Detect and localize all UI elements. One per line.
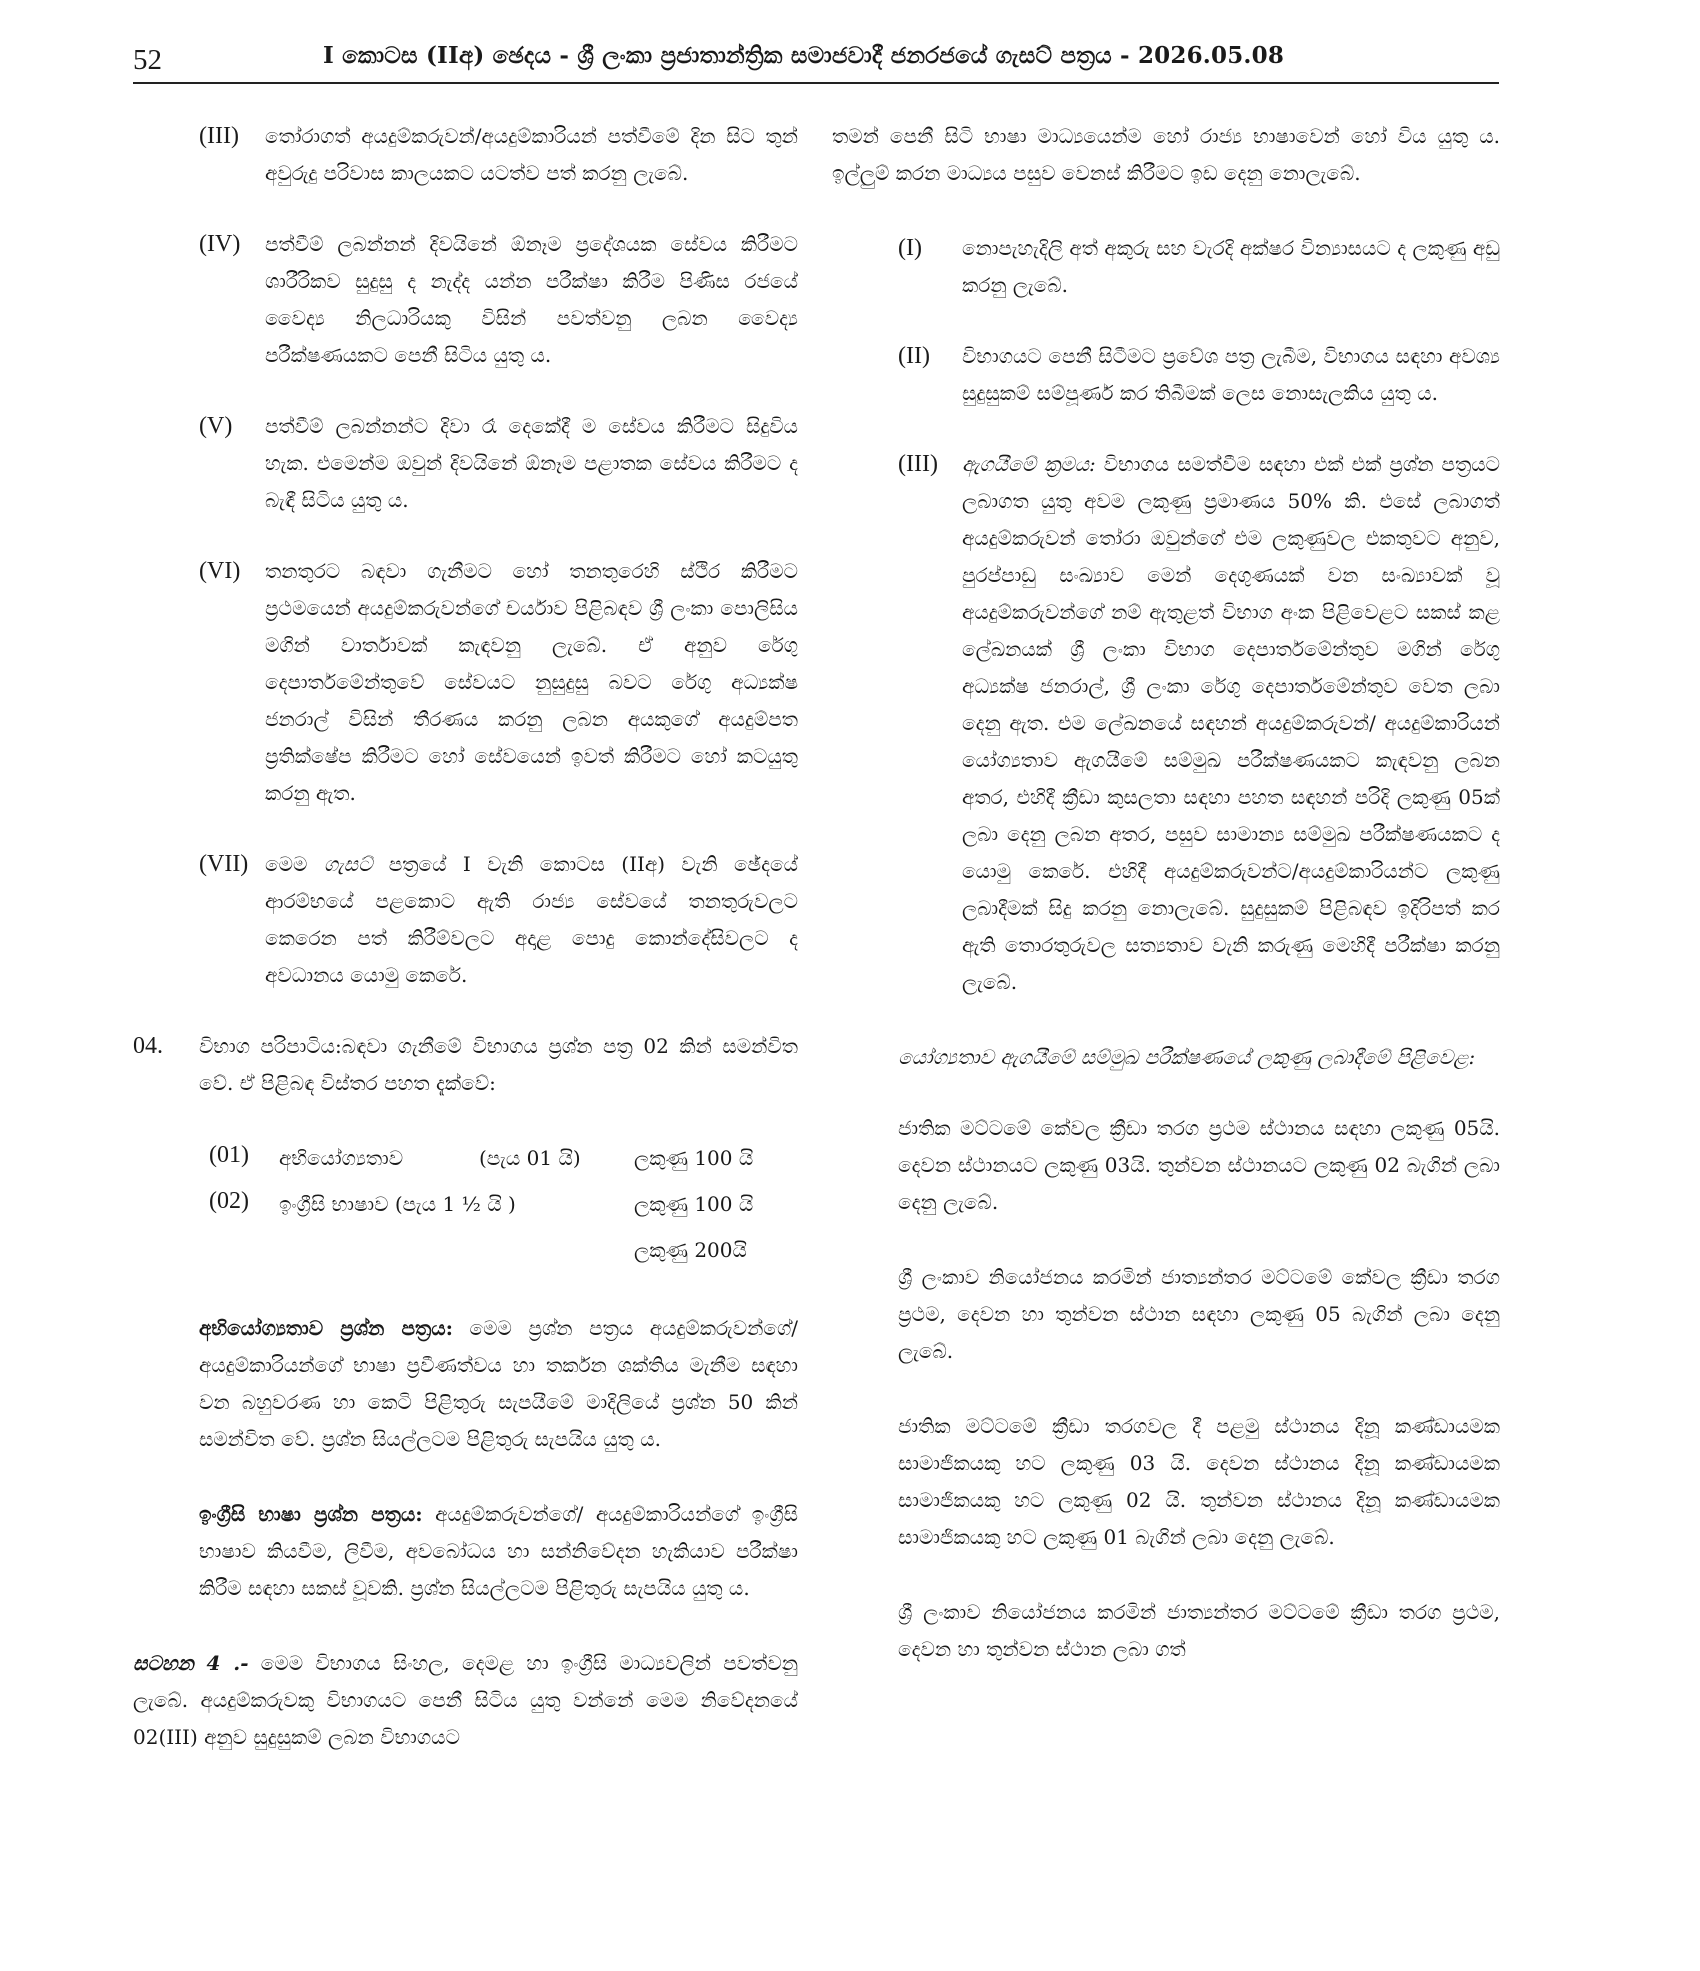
- english-paper-text: අයදුම්කරුවන්ගේ/ අයදුම්කාරියන්ගේ ඉංග්‍රීසි භාෂාව කියවීම, ලිවීම, අවබෝධය හා සන්නිවේදන හැකියාව පරීක්ෂා කිරීම සඳහා සකස් වූවකි. ප්‍රශ්න සියල්ලටම පිළිතුරු සැපයිය යුතු ය.: [199, 1502, 798, 1600]
- question-paper-table: [209, 1140, 798, 1278]
- item-number: (III): [199, 123, 239, 149]
- page-number: 52: [133, 44, 162, 76]
- list-item: [832, 338, 1500, 412]
- item-number: (II): [898, 343, 930, 369]
- table-row: [209, 1186, 798, 1232]
- item-text: [962, 446, 1500, 1001]
- english-paper-paragraph: [199, 1496, 798, 1607]
- list-item: [133, 408, 798, 519]
- item-text: තෝරාගත් අයදුම්කරුවන්/අයදුම්කාරියන් පත්වීමේ දින සිට තුන් අවුරුදු පරිවාස කාලයකට යටත්ව පත් කරනු ලැබේ.: [265, 124, 798, 185]
- paper-name: ඉංග්‍රීසි භාෂාව (පැය 1 ½ යි ): [279, 1192, 516, 1216]
- aptitude-paper-heading: අභියෝග්‍යතාව ප්‍රශ්න පත්‍රය:: [199, 1316, 453, 1340]
- marks-scheme-paragraphs: [832, 1110, 1500, 1668]
- list-item: [832, 230, 1500, 304]
- section-04: [133, 1028, 798, 1102]
- list-item: [133, 846, 798, 994]
- list-item: [832, 446, 1500, 1001]
- table-row-total: [209, 1232, 798, 1278]
- item-number: (V): [199, 413, 233, 439]
- item-number: (VI): [199, 558, 241, 584]
- total-marks: ලකුණු 200යි: [634, 1238, 747, 1262]
- item-number: (III): [898, 451, 938, 477]
- item-text: තනතුරට බඳවා ගැනීමට හෝ තනතුරෙහි ස්ථිර කිරීමට ප්‍රථමයෙන් අයදුම්කරුවන්ගේ චර්යාව පිළිබඳව ශ්‍රී ලංකා පොලිසිය මගින් වාර්තාවක් කැඳවනු ලැබේ. ඒ අනුව රේගු දෙපාර්තමේන්තුවේ සේවයට නුසුදුසු බවට රේගු අධ්‍යක්ෂ ජනරාල් විසින් තීරණය කරනු ලබන අයකුගේ අයදුම්පත ප්‍රතික්ෂේප කිරීමට හෝ සේවයෙන් ඉවත් කිරීමට හෝ කටයුතු කරනු ඇත.: [265, 559, 798, 805]
- aptitude-paper-text: මෙම ප්‍රශ්න පත්‍රය අයදුම්කරුවන්ගේ/අයදුම්කාරියන්ගේ භාෂා ප්‍රවීණත්වය හා තර්කන ශක්තිය මැනීම සඳහා වන බහුවරණ හා කෙටි පිළිතුරු සැපයීමේ මාදිලියේ ප්‍රශ්න 50 කින් සමන්විත වේ. ප්‍රශ්න සියල්ලටම පිළිතුරු සැපයිය යුතු ය.: [199, 1316, 798, 1451]
- item-number: (IV): [199, 231, 241, 257]
- item-text-end: පත්‍රයේ I වැනි කොටස (IIඅ) වැනි ඡේදයේ ආරම්භයේ පළකොට ඇති රාජ්‍ය සේවයේ තනතුරුවලට කෙරෙන පත් කිරීම්වලට අදාළ පොදු කොන්දේසිවලට ද අවධානය යොමු කෙරේ.: [265, 852, 798, 987]
- table-row: [209, 1140, 798, 1186]
- list-item: [133, 553, 798, 812]
- header-rule: [133, 82, 1499, 84]
- intro-paragraph: තමන් පෙනී සිටි භාෂා මාධ්‍යයෙන්ම හෝ රාජ්‍ය භාෂාවෙන් හෝ විය යුතු ය. ඉල්ලුම් කරන මාධ්‍යය පසුව වෙනස් කිරීමට ඉඩ දෙනු නොලැබේ.: [832, 124, 1500, 185]
- aptitude-paper-paragraph: [199, 1310, 798, 1458]
- item-text: [265, 846, 798, 994]
- section-number: 04.: [133, 1033, 163, 1059]
- left-column: [133, 118, 798, 1756]
- item-text: නොපැහැදිලි අත් අකුරු සහ වැරදි අක්ෂර වින්‍යාසයට ද ලකුණු අඩු කරනු ලැබේ.: [962, 236, 1500, 297]
- marks-paragraph: ශ්‍රී ලංකාව නියෝජනය කරමින් ජාත්‍යන්තර මට්ටමේ කේවල ක්‍රීඩා තරග ප්‍රථම, දෙවන හා තුන්වන ස්ථාන සඳහා ලකුණු 05 බැගින් ලබා දෙනු ලැබේ.: [898, 1265, 1500, 1363]
- marks-paragraph: ජාතික මට්ටමේ ක්‍රීඩා තරගවල දී පළමු ස්ථානය දිනූ කණ්ඩායමක සාමාජිකයකු හට ලකුණු 03 යි. දෙවන ස්ථානය දිනූ කණ්ඩායමක සාමාජිකයකු හට ලකුණු 02 යි. තුන්වන ස්ථානය දිනූ කණ්ඩායමක සාමාජිකයකු හට ලකුණු 01 බැගින් ලබා දෙනු ලැබේ.: [898, 1414, 1500, 1549]
- english-paper-heading: ඉංග්‍රීසි භාෂා ප්‍රශ්න පත්‍රය:: [199, 1502, 423, 1526]
- marks-paragraph: ශ්‍රී ලංකාව නියෝජනය කරමින් ජාත්‍යන්තර මට්ටමේ ක්‍රීඩා තරග ප්‍රථම, දෙවන හා තුන්වන ස්ථාන ලබා ගත්: [898, 1600, 1500, 1661]
- paper-number: (02): [209, 1188, 249, 1214]
- paper-number: (01): [209, 1142, 249, 1168]
- section-text: විභාග පරිපාටිය:බඳවා ගැනීමේ විභාගය ප්‍රශ්න පත්‍ර 02 කින් සමන්විත වේ. ඒ පිළිබඳ විස්තර පහත දැක්වේ:: [199, 1034, 798, 1095]
- item-text: පත්වීම් ලබන්නන්ට දිවා රෑ දෙකේදී ම සේවය කිරීමට සිදුවිය හැක. එමෙන්ම ඔවුන් දිවයිනේ ඕනෑම පළාතක සේවය කිරීමට ද බැඳී සිටිය යුතු ය.: [265, 414, 798, 512]
- paper-duration: (පැය 01 යි): [479, 1146, 581, 1170]
- item-text: පත්වීම් ලබන්නන් දිවයිනේ ඕනෑම ප්‍රදේශයක සේවය කිරීමට ශාරීරිකව සුදුසු ද නැද්ද යන්න පරීක්ෂා කිරීම පිණිස රජයේ වෛද්‍ය නිලධාරියකු විසින් පවත්වනු ලබන වෛද්‍ය පරීක්ෂණයකට පෙනී සිටිය යුතු ය.: [265, 232, 798, 367]
- note-label: සටහන 4 .-: [133, 1651, 249, 1675]
- right-column: [832, 118, 1500, 1668]
- gazette-title: I කොටස (IIඅ) ඡෙදය - ශ්‍රී ලංකා ප්‍රජාතාන්ත්‍රික සමාජවාදී ජනරජයේ ගැසට් පත්‍රය - 2026.05.08: [323, 42, 1285, 69]
- item-number: (VII): [199, 851, 249, 877]
- item-number: (I): [898, 235, 922, 261]
- paper-name: අභියෝග්‍යතාව: [279, 1146, 404, 1170]
- item-text-start: මෙම: [265, 852, 324, 876]
- note-4: [133, 1645, 798, 1756]
- evaluation-method-label: ඇගයීමේ ක්‍රමය:: [962, 452, 1096, 476]
- marks-paragraph: ජාතික මට්ටමේ කේවල ක්‍රීඩා තරග ප්‍රථම ස්ථානය සඳහා ලකුණු 05යි. දෙවන ස්ථානයට ලකුණු 03යි. තුන්වන ස්ථානයට ලකුණු 02 බැගින් ලබා දෙනු ලැබේ.: [898, 1116, 1500, 1214]
- marks-scheme-heading: යෝග්‍යතාව ඇගයීමේ සම්මුඛ පරීක්ෂණයේ ලකුණු ලබාදීමේ පිළිවෙළ:: [898, 1045, 1476, 1069]
- paper-marks: ලකුණු 100 යි: [634, 1192, 754, 1216]
- evaluation-method-text: විභාගය සමත්වීම සඳහා එක් එක් ප්‍රශ්න පත්‍රයට ලබාගත යුතු අවම ලකුණු ප්‍රමාණය 50% කි. එසේ ලබාගත් අයදුම්කරුවන් තෝරා ඔවුන්ගේ එම ලකුණුවල එකතුවට අනුව, පුරප්පාඩු සංඛ්‍යාව මෙන් දෙගුණයක් වන සංඛ්‍යාවක් වූ අයදුම්කරුවන්ගේ නම් ඇතුළත් විභාග අංක පිළිවෙළට සකස් කළ ලේඛනයක් ශ්‍රී ලංකා විභාග දෙපාර්තමේන්තුව මගින් රේගු අධ්‍යක්ෂ ජනරාල්, ශ්‍රී ලංකා රේගු දෙපාර්තමේන්තුව වෙත ලබා දෙනු ඇත. එම ලේඛනයේ සඳහන් අයදුම්කරුවන්/ අයදුම්කාරියන් යෝග්‍යතාව ඇගයීමේ සම්මුඛ පරීක්ෂණයකට කැඳවනු ලබන අතර, එහිදී ක්‍රීඩා කුසලතා සඳහා පහත සඳහන් පරිදි ලකුණු 05ක් ලබා දෙනු ලබන අතර, පසුව සාමාන්‍ය සම්මුඛ පරීක්ෂණයකට ද යොමු කෙරේ. එහිදී අයදුම්කරුවන්ට/අයදුම්කාරියන්ට ලකුණු ලබාදීමක් සිදු කරනු නොලැබේ. සුදුසුකම් පිළිබඳව ඉදිරිපත් කර ඇති තොරතුරුවල සත්‍යතාව වැනි කරුණු මෙහිදී පරීක්ෂා කරනු ලැබේ.: [962, 452, 1500, 994]
- page-header: [133, 38, 1499, 82]
- list-item: [133, 226, 798, 374]
- item-text: විභාගයට පෙනී සිටීමට ප්‍රවේශ පත්‍ර ලැබීම, විභාගය සඳහා අවශ්‍ය සුදුසුකම් සම්පූර්ණ කර තිබීමක් ලෙස නොසැලකිය යුතු ය.: [962, 344, 1500, 405]
- gazette-word: ගැසට්: [323, 852, 373, 876]
- list-item: [133, 118, 798, 192]
- paper-marks: ලකුණු 100 යි: [634, 1146, 754, 1170]
- note-text: මෙම විභාගය සිංහල, දෙමළ හා ඉංග්‍රීසි මාධ්‍යවලින් පවත්වනු ලැබේ. අයදුම්කරුවකු විභාගයට පෙනී සිටිය යුතු වන්නේ මෙම නිවේදනයේ 02(III) අනුව සුදුසුකම් ලබන විභාගයට: [133, 1651, 798, 1749]
